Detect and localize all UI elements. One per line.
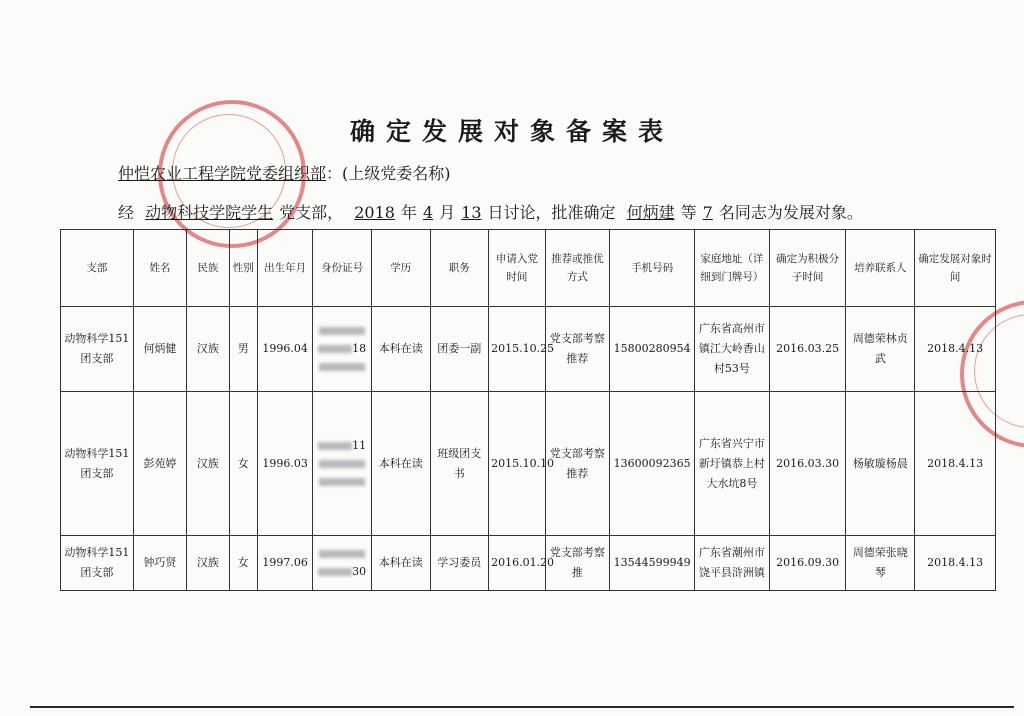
header-cell: 确定为积极分子时间 [769,230,846,307]
edu-cell: 本科在读 [371,536,430,591]
org-line [118,161,451,184]
method-cell: 党支部考察推荐 [545,392,610,536]
header-cell: 性别 [229,230,257,307]
header-cell: 培养联系人 [846,230,915,307]
page-edge-line [30,706,1014,708]
birth-cell: 1997.06 [257,536,313,591]
gender-cell: 女 [229,536,257,591]
post-cell: 班级团支书 [430,392,489,536]
redacted-mark [319,460,365,468]
redacted-mark [319,327,365,335]
id-visible-digits: 18 [352,342,367,355]
org-suffix: ：(上级党委名称) [326,164,451,183]
phone-cell: 15800280954 [610,307,695,392]
address-cell: 广东省潮州市饶平县浒洲镇 [695,536,770,591]
branch-name: 动物科技学院学生 [145,203,274,222]
header-cell: 推荐或推优方式 [545,230,610,307]
meeting-year: 2018 [354,203,395,222]
meeting-day: 13 [461,203,482,222]
post-cell: 学习委员 [430,536,489,591]
post-cell: 团委一副 [430,307,489,392]
dev-date-cell: 2018.4.13 [915,392,996,536]
header-cell: 家庭地址（详细到门牌号） [695,230,770,307]
branch-cell: 动物科学151团支部 [61,307,134,392]
table-row [61,392,996,536]
table-row [61,307,996,392]
gender-cell: 女 [229,392,257,536]
id-cell [313,536,372,591]
id-visible-digits: 30 [352,565,367,578]
meeting-month: 4 [422,203,434,222]
contacts-cell: 杨敏璇杨晨 [846,392,915,536]
branch-cell: 动物科学151团支部 [61,536,134,591]
method-cell: 党支部考察推 [545,536,610,591]
apply-cell: 2015.10.25 [489,307,546,392]
id-cell [313,392,372,536]
document-title: 确定发展对象备案表 [349,117,674,146]
name-cell: 彭苑婷 [133,392,187,536]
method-cell: 党支部考察推荐 [545,307,610,392]
birth-cell: 1996.03 [257,392,313,536]
ethnic-cell: 汉族 [187,392,229,536]
phone-cell: 13600092365 [610,392,695,536]
phone-cell: 13544599949 [610,536,695,591]
redacted-mark [318,568,352,576]
lead-person: 何炳建 [626,203,675,222]
redacted-mark [319,363,365,371]
redacted-mark [319,550,365,558]
header-cell: 职务 [430,230,489,307]
address-cell: 广东省兴宁市新圩镇恭上村大水坑8号 [695,392,770,536]
address-cell: 广东省高州市镇江大岭香山村53号 [695,307,770,392]
branch-cell: 动物科学151团支部 [61,392,134,536]
header-cell: 出生年月 [257,230,313,307]
header-cell: 确定发展对象时间 [915,230,996,307]
redacted-mark [319,478,365,486]
birth-cell: 1996.04 [257,307,313,392]
ethnic-cell: 汉族 [187,307,229,392]
header-cell: 申请入党时间 [489,230,546,307]
contacts-cell: 周德荣林贞武 [846,307,915,392]
name-cell: 何炳健 [133,307,187,392]
redacted-mark [318,345,352,353]
org-name: 仲恺农业工程学院党委组织部 [118,164,327,183]
activist-cell: 2016.03.30 [769,392,846,536]
activist-cell: 2016.09.30 [769,536,846,591]
header-cell: 姓名 [133,230,187,307]
apply-cell: 2016.01.20 [489,536,546,591]
dev-date-cell: 2018.4.13 [915,307,996,392]
header-cell: 学历 [371,230,430,307]
approval-line: 经 动物科技学院学生 党支部， 2018 年 4 月 13 日讨论，批准确定 何炳建 等 7 名同志为发展对象。 [118,203,863,222]
header-cell: 身份证号 [313,230,372,307]
contacts-cell: 周德荣张晓琴 [846,536,915,591]
id-cell [313,307,372,392]
edu-cell: 本科在读 [371,307,430,392]
ethnic-cell: 汉族 [187,536,229,591]
gender-cell: 男 [229,307,257,392]
header-cell: 民族 [187,230,229,307]
filing-table [60,229,996,591]
table-header-row [61,230,996,307]
person-count: 7 [702,203,713,222]
redacted-mark [318,442,352,450]
header-cell: 支部 [61,230,134,307]
table-row [61,536,996,591]
apply-cell: 2015.10.10 [489,392,546,536]
name-cell: 钟巧贤 [133,536,187,591]
header-cell: 手机号码 [610,230,695,307]
id-visible-digits: 11 [352,438,367,452]
activist-cell: 2016.03.25 [769,307,846,392]
edu-cell: 本科在读 [371,392,430,536]
dev-date-cell: 2018.4.13 [915,536,996,591]
